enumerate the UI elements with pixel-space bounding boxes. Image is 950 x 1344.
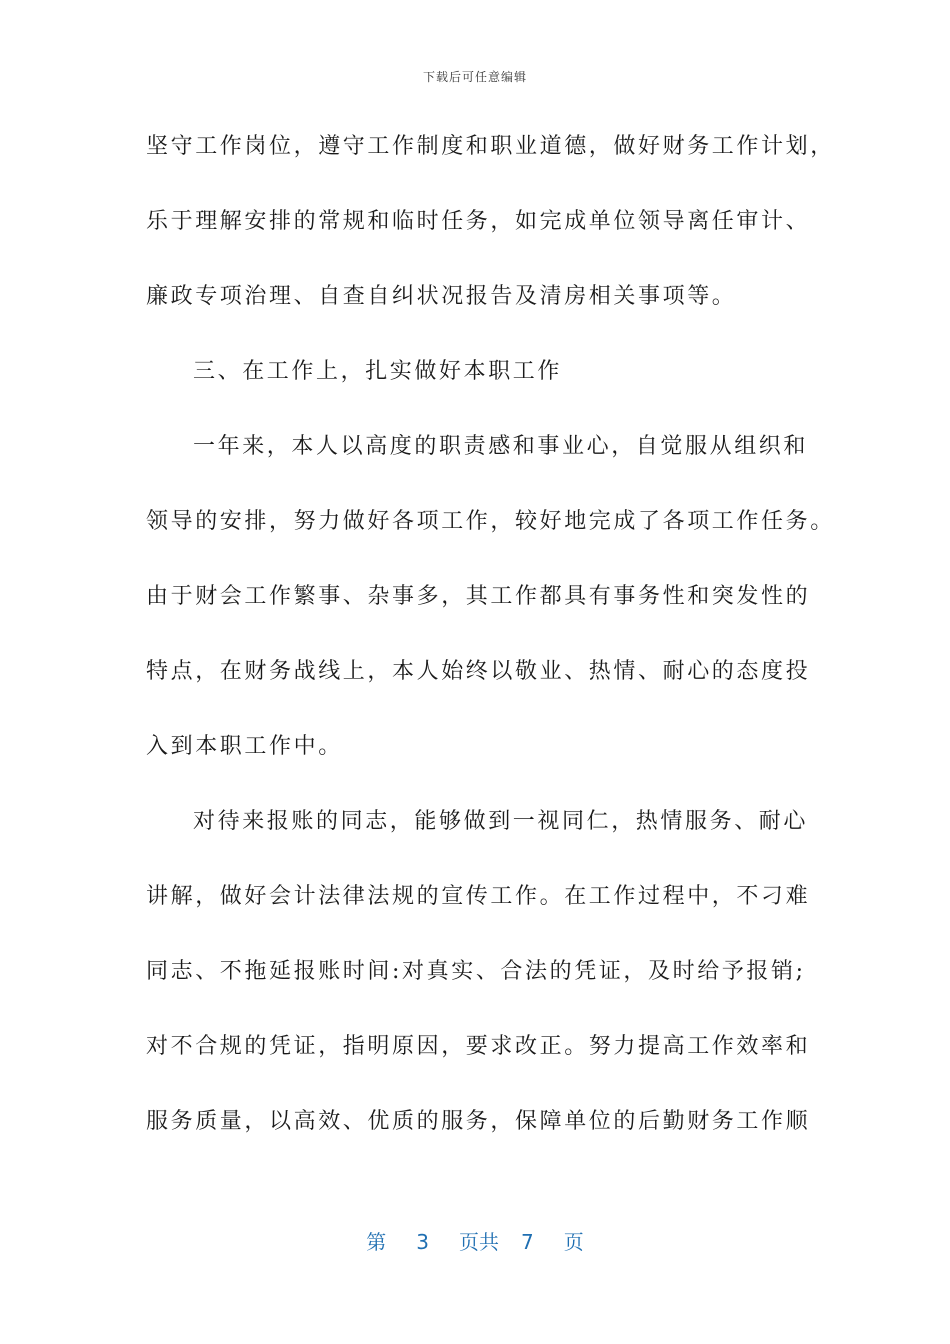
page-footer bbox=[0, 1226, 950, 1255]
text-line: 入到本职工作中。 bbox=[146, 734, 343, 759]
footer-suffix: 页 bbox=[563, 1230, 584, 1254]
total-pages-number: 7 bbox=[521, 1230, 534, 1254]
document-body bbox=[146, 120, 835, 1170]
text-line: 对待来报账的同志，能够做到一视同仁，热情服务、耐心 bbox=[193, 809, 809, 834]
text-line: 乐于理解安排的常规和临时任务，如完成单位领导离任审计、 bbox=[146, 209, 811, 234]
text-line: 同志、不拖延报账时间:对真实、合法的凭证，及时给予报销; bbox=[146, 959, 806, 984]
current-page-number: 3 bbox=[416, 1230, 429, 1254]
text-line: 廉政专项治理、自查自纠状况报告及清房相关事项等。 bbox=[146, 284, 737, 309]
text-line: 由于财会工作繁事、杂事多，其工作都具有事务性和突发性的 bbox=[146, 584, 811, 609]
text-line: 坚守工作岗位，遵守工作制度和职业道德，做好财务工作计划， bbox=[146, 134, 835, 159]
text-line: 对不合规的凭证，指明原因，要求改正。努力提高工作效率和 bbox=[146, 1034, 811, 1059]
text-line: 服务质量，以高效、优质的服务，保障单位的后勤财务工作顺 bbox=[146, 1109, 811, 1134]
footer-prefix: 第 bbox=[366, 1230, 387, 1254]
header-note: 下载后可任意编辑 bbox=[422, 70, 527, 84]
footer-middle: 页共 bbox=[459, 1230, 499, 1254]
section-heading: 三、在工作上，扎实做好本职工作 bbox=[193, 359, 563, 384]
text-line: 领导的安排，努力做好各项工作，较好地完成了各项工作任务。 bbox=[146, 509, 835, 534]
text-line: 特点，在财务战线上，本人始终以敬业、热情、耐心的态度投 bbox=[146, 659, 811, 684]
text-line: 讲解，做好会计法律法规的宣传工作。在工作过程中，不刁难 bbox=[146, 884, 811, 909]
text-line: 一年来，本人以高度的职责感和事业心，自觉服从组织和 bbox=[193, 434, 809, 459]
